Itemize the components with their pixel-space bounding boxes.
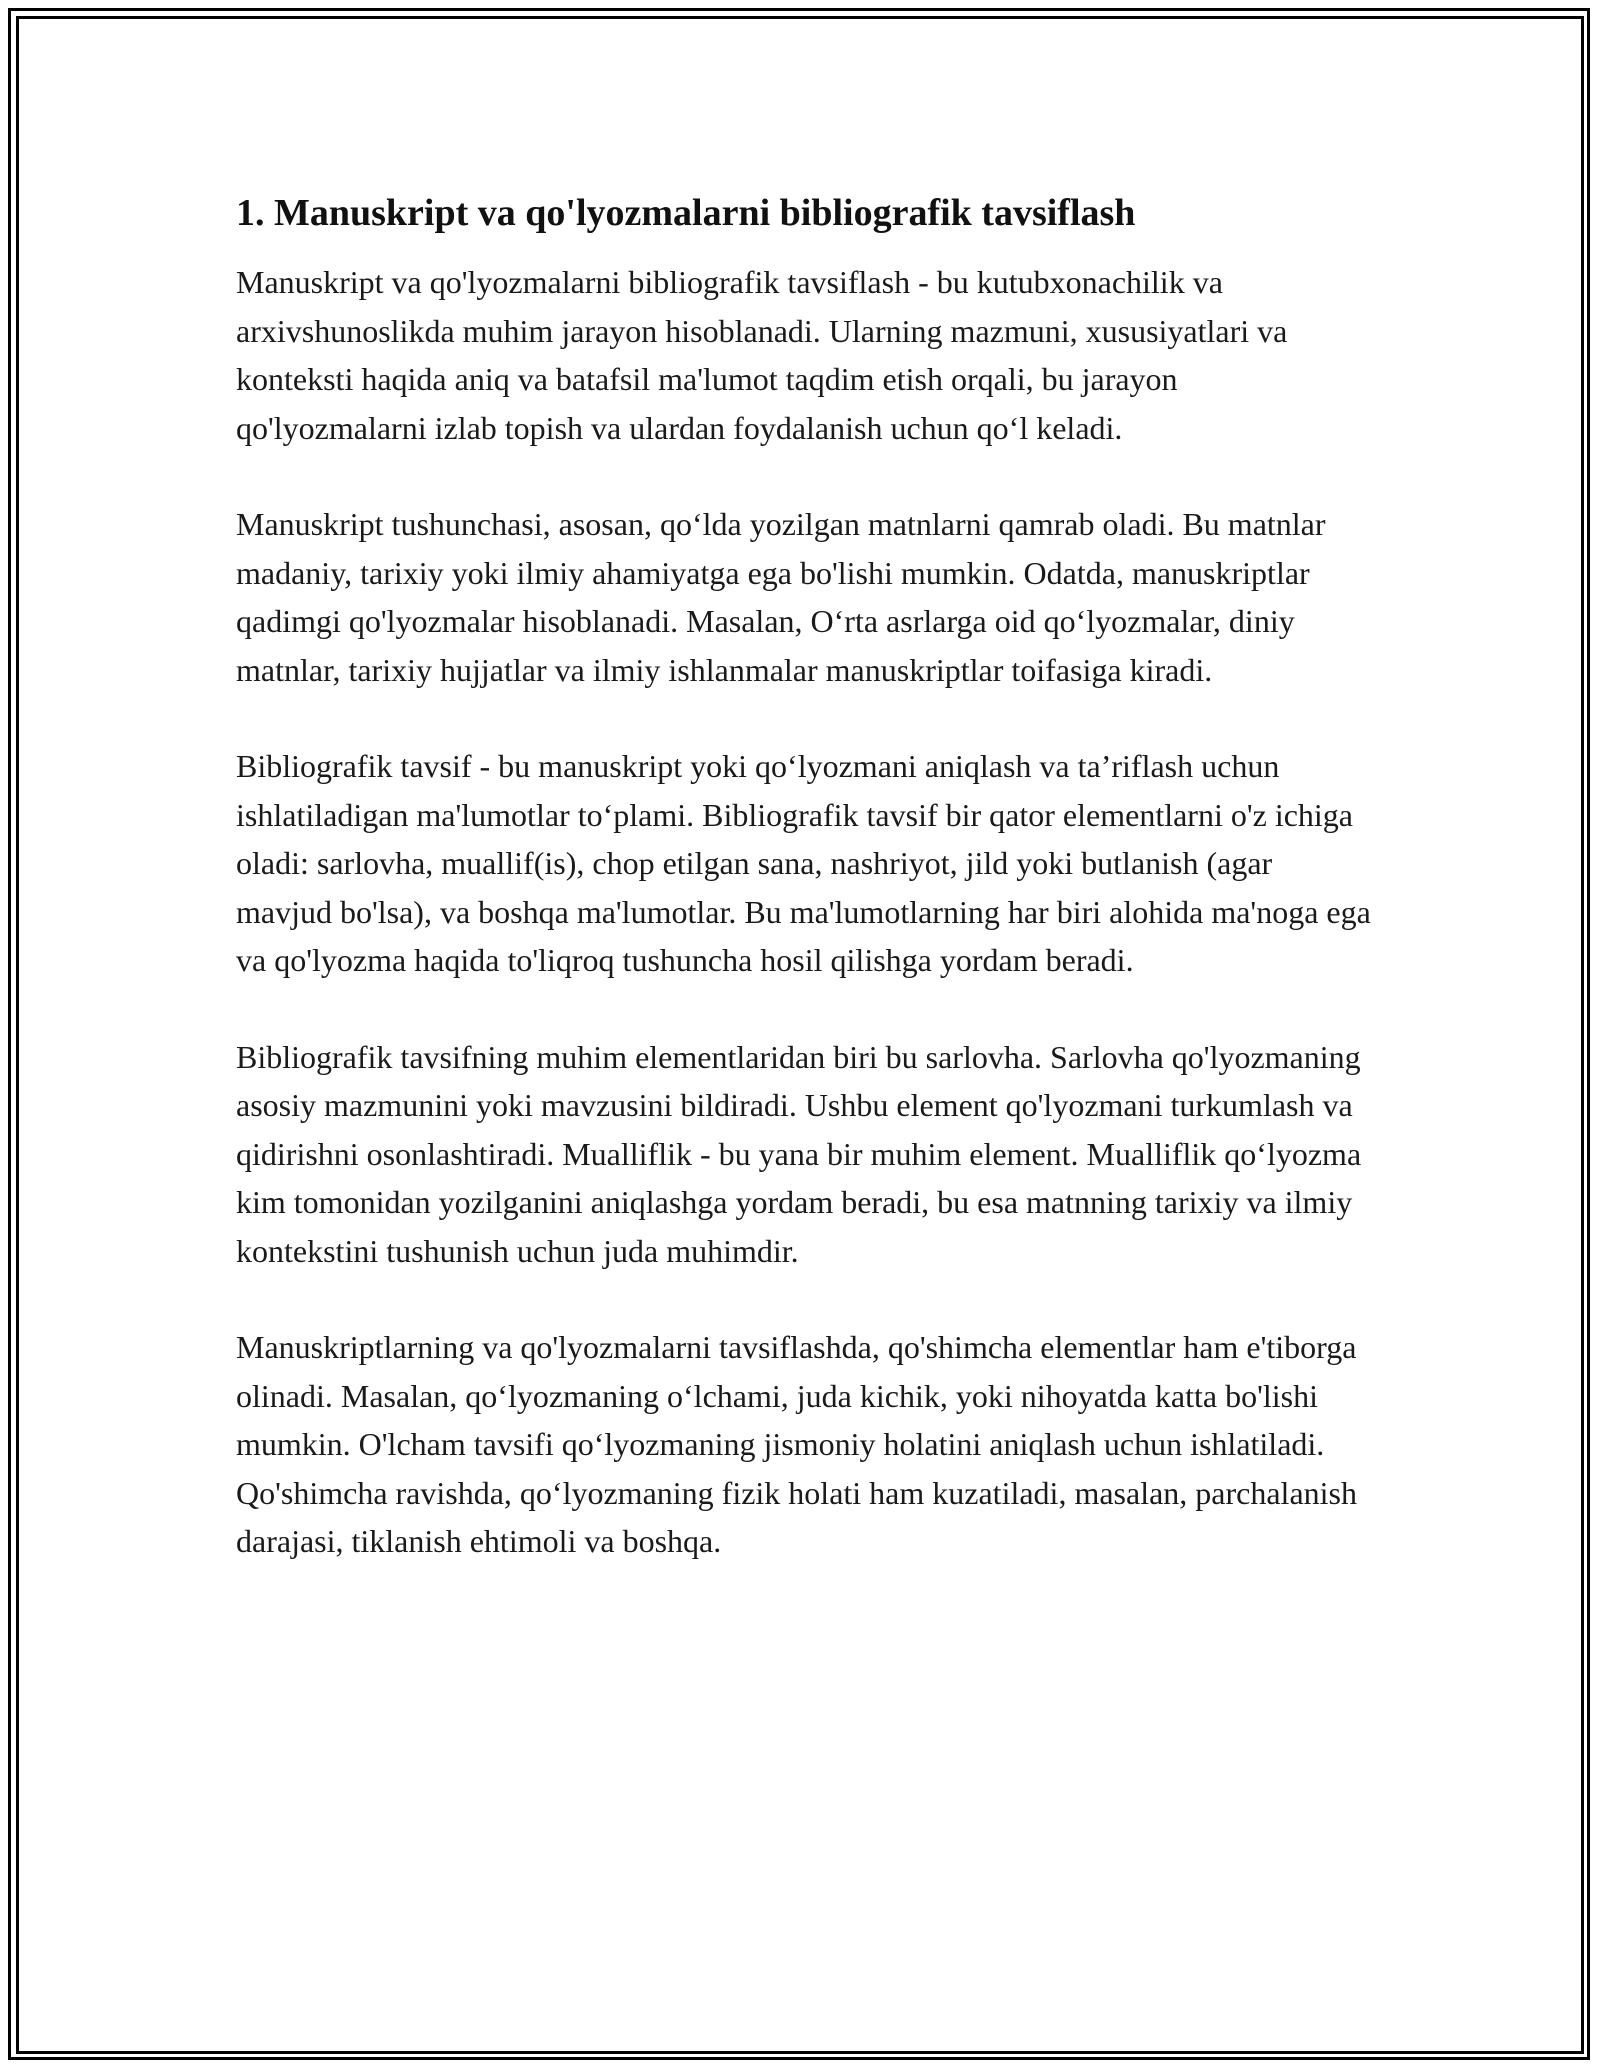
section-heading: 1. Manuskript va qo'lyozmalarni bibliografik tavsiflash — [236, 192, 1136, 234]
paragraph-2: Manuskript tushunchasi, asosan, qo‘lda yozilgan matnlarni qamrab oladi. Bu matnlar madaniy, tarixiy yoki ilmiy ahamiyatga ega bo'lishi mumkin. Odatda, manuskriptlar qadimgi qo'lyozmalar hisoblanadi. Masalan, O‘rta asrlarga oid qo‘lyozmalar, diniy matnlar, tarixiy hujjatlar va ilmiy ishlanmalar manuskriptlar toifasiga kiradi. — [236, 506, 1326, 688]
paragraph-4: Bibliografik tavsifning muhim elementlaridan biri bu sarlovha. Sarlovha qo'lyozmaning asosiy mazmunini yoki mavzusini bildiradi. Ushbu element qo'lyozmani turkumlash va qidirishni osonlashtiradi. Mualliflik - bu yana bir muhim element. Mualliflik qo‘lyozma kim tomonidan yozilganini aniqlashga yordam beradi, bu esa matnning tarixiy va ilmiy kontekstini tushunish uchun juda muhimdir. — [236, 1038, 1362, 1269]
paragraph-1: Manuskript va qo'lyozmalarni bibliografik tavsiflash - bu kutubxonachilik va arxivshunoslikda muhim jarayon hisoblanadi. Ularning mazmuni, xususiyatlari va konteksti haqida aniq va batafsil ma'lumot taqdim etish orqali, bu jarayon qo'lyozmalarni izlab topish va ulardan foydalanish uchun qo‘l keladi. — [236, 264, 1288, 446]
paragraph-3: Bibliografik tavsif - bu manuskript yoki qo‘lyozmani aniqlash va ta’riflash uchun ishlatiladigan ma'lumotlar to‘plami. Bibliografik tavsif bir qator elementlarni o'z ichiga oladi: sarlovha, muallif(is), chop etilgan sana, nashriyot, jild yoki butlanish (agar mavjud bo'lsa), va boshqa ma'lumotlar. Bu ma'lumotlarning har biri alohida ma'noga ega va qo'lyozma haqida to'liqroq tushuncha hosil qilishga yordam beradi. — [236, 748, 1371, 978]
document-body — [236, 188, 1376, 1614]
paragraph-5: Manuskriptlarning va qo'lyozmalarni tavsiflashda, qo'shimcha elementlar ham e'tiborga olinadi. Masalan, qo‘lyozmaning o‘lchami, juda kichik, yoki nihoyatda katta bo'lishi mumkin. O'lcham tavsifi qo‘lyozmaning jismoniy holatini aniqlash uchun ishlatiladi. Qo'shimcha ravishda, qo‘lyozmaning fizik holati ham kuzatiladi, masalan, parchalanish darajasi, tiklanish ehtimoli va boshqa. — [236, 1329, 1357, 1559]
